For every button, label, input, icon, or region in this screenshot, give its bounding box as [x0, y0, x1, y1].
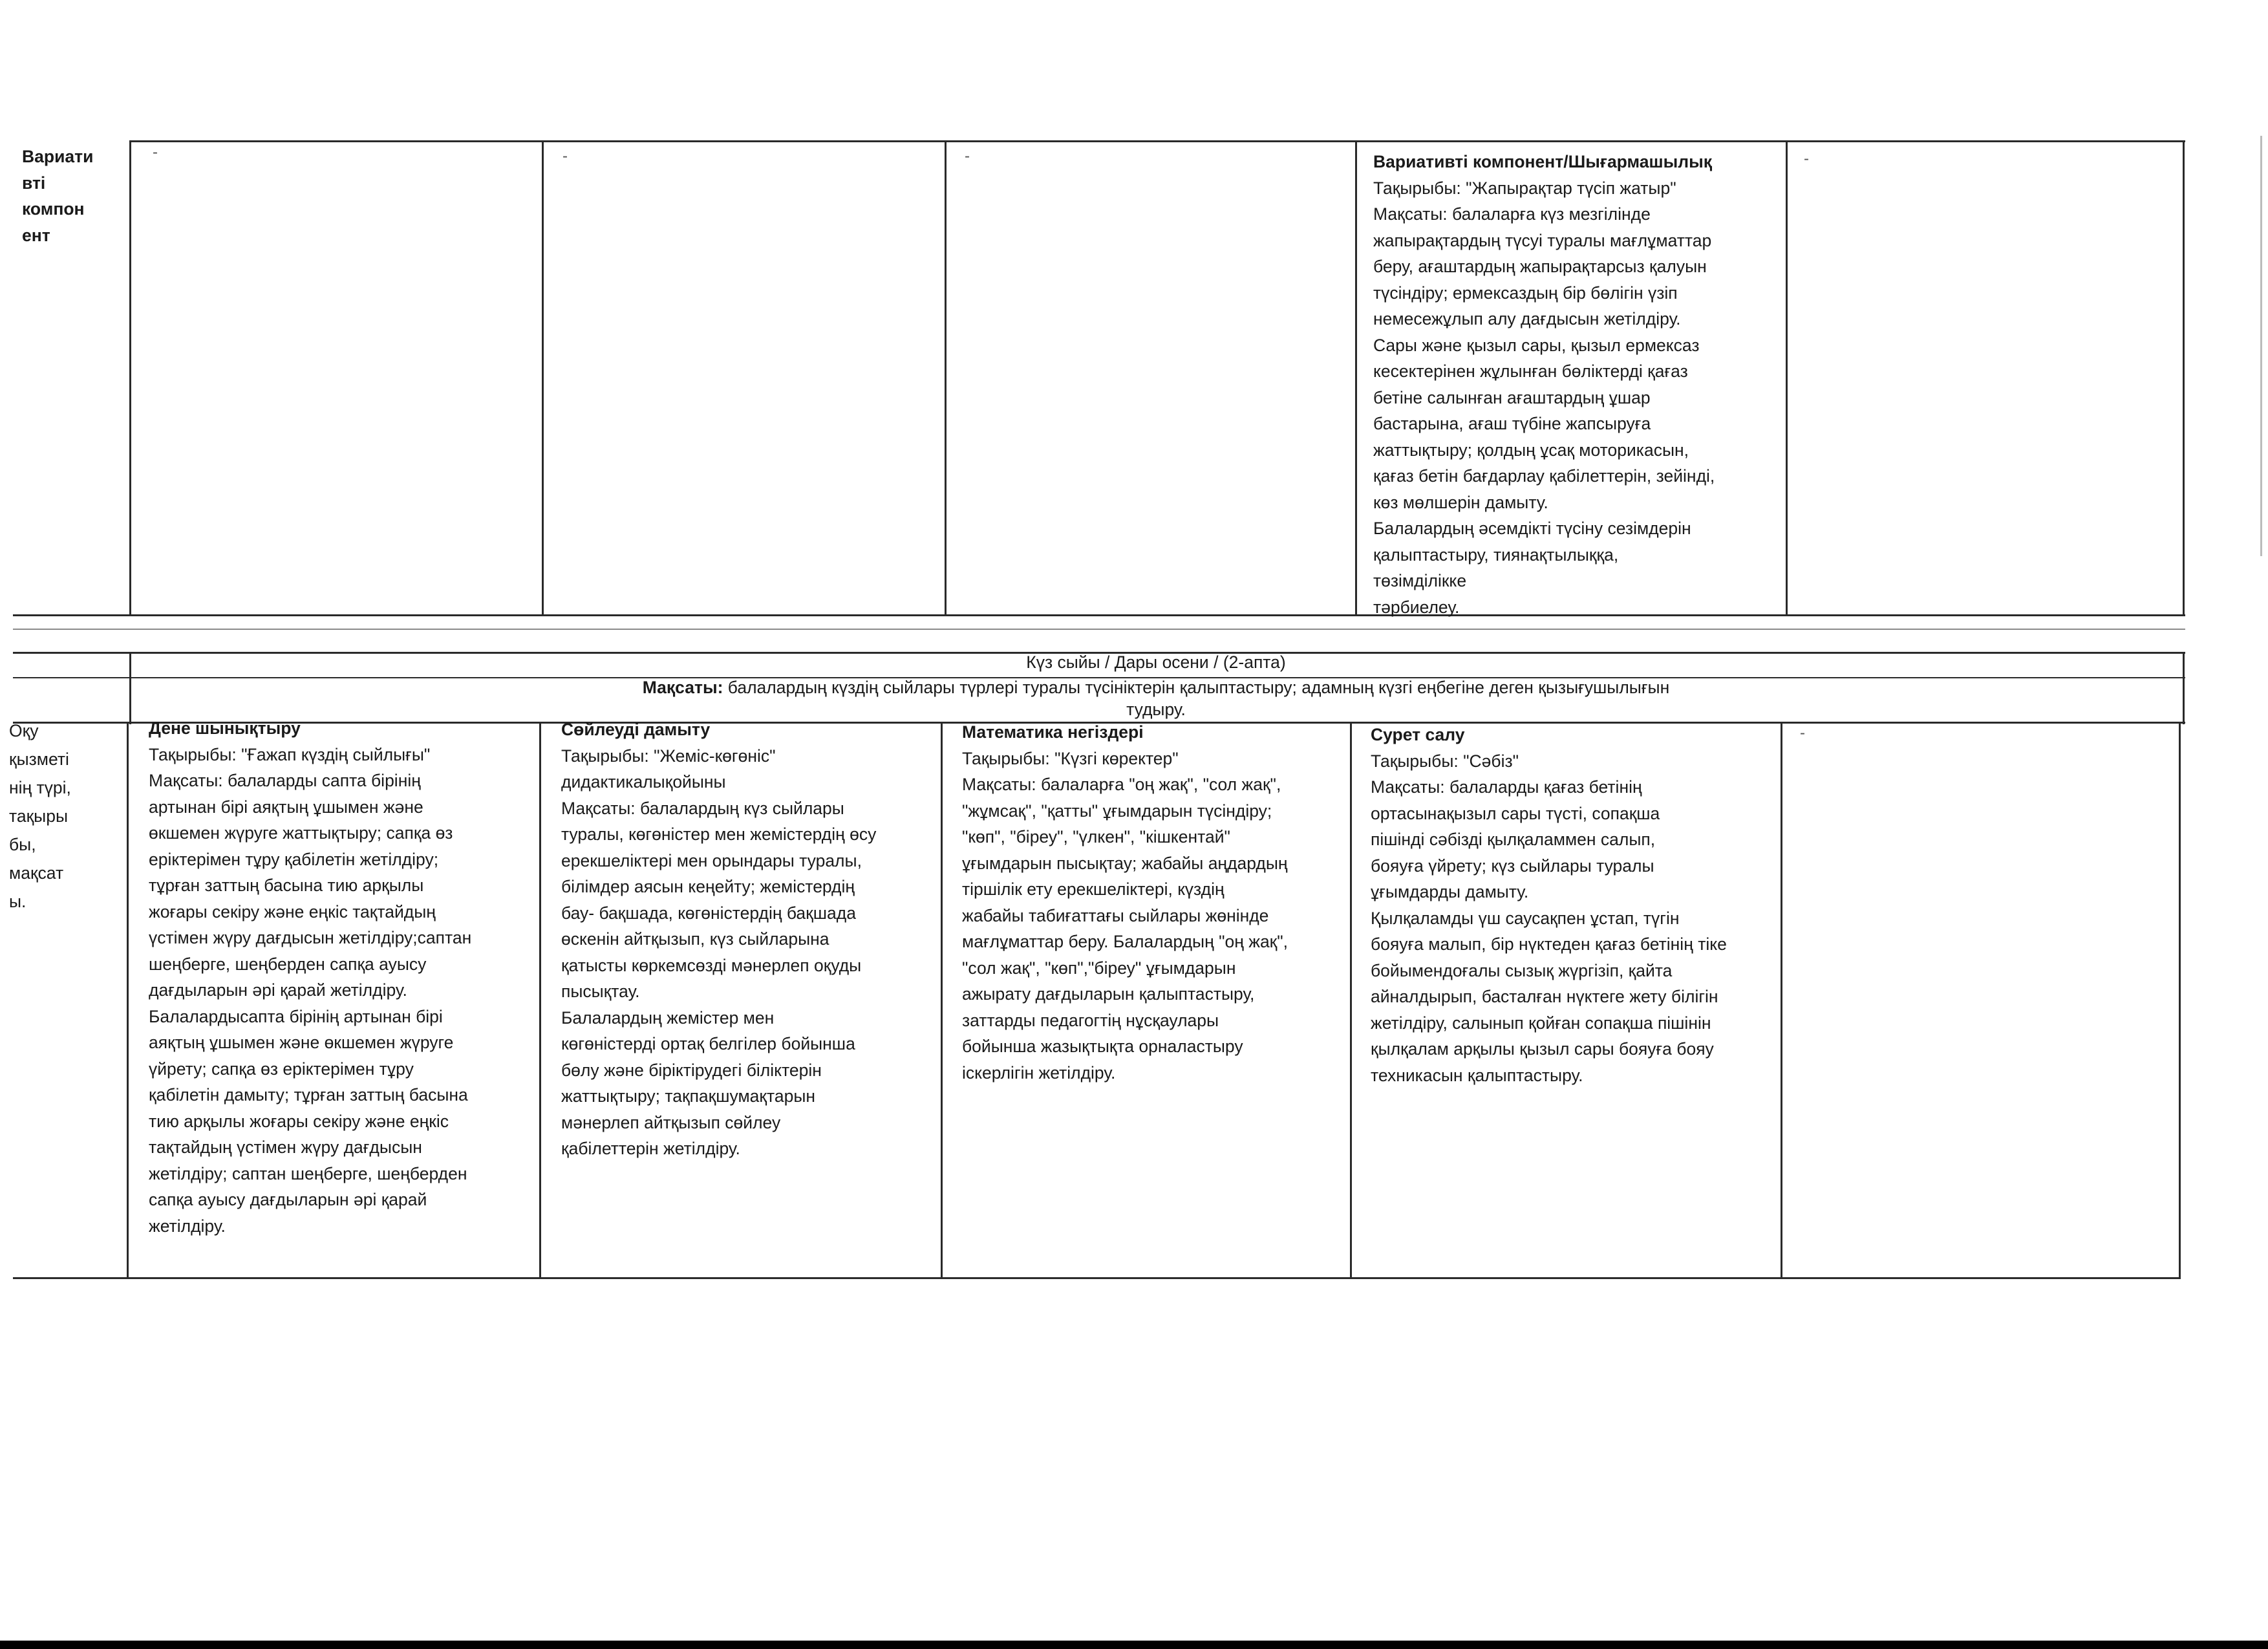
lower-col-divider-1	[127, 722, 129, 1279]
upper-col-divider-2	[542, 140, 544, 616]
lower-col3-cell: Математика негіздері Тақырыбы: "Күзгі көректер" Мақсаты: балаларға "оң жақ", "сол жақ", "жұмсақ", "қатты" ұғымдарын түсіндіру; "көп", "біреу", "үлкен", "кішкентай" ұғымдарын пысықтау; жабайы аңдардың тіршілік ету ерекшеліктері, күздің жабайы табиғаттағы сыйлары жөнінде мағлұматтар беру. Балалардың "оң жақ", "сол жақ", "көп","біреу" ұғымдарын ажырату дағдыларын қалыптастыру, заттарды педагогтің нұсқаулары бойынша жазықтықта орналастыру іскерлігін жетілдіру.	[962, 719, 1349, 1086]
week-goal-text-1: балалардың күздің сыйлары түрлері туралы түсініктерін қалыптастыру; адамның күзгі еңбегіне деген қызығушылығын	[723, 678, 1670, 697]
upper-col5-dash: -	[1804, 150, 1809, 167]
upper-top-border	[129, 140, 2185, 142]
upper-col4-cell: Вариативті компонент/Шығармашылық Тақырыбы: "Жапырақтар түсіп жатыр" Мақсаты: балаларға күз мезгілінде жапырақтардың түсуі туралы мағлұматтар беру, ағаштардың жапырақтарсыз қалуын түсіндіру; ермексаздың бір бөлігін үзіп немесежұлып алу дағдысын жетілдіру. Сары және қызыл сары, қызыл ермексаз кесектерінен жұлынған бөліктерді қағаз бетіне салынған ағаштардың ұшар бастарына, ағаш түбіне жапсыруға жаттықтыру; қолдың ұсақ моторикасын, қағаз бетін бағдарлау қабілеттерін, зейінді, көз мөлшерін дамыту. Балалардың әсемдікті түсіну сезімдерін қалыптастыру, тиянақтылыққа, төзімділікке тәрбиелеу.	[1373, 149, 1787, 620]
upper-col2-dash: -	[562, 147, 568, 165]
upper-col-divider-3	[945, 140, 947, 616]
lower-col-divider-4	[1350, 722, 1352, 1279]
lower-col4-heading: Сурет салу	[1371, 725, 1465, 744]
upper-col3-dash: -	[965, 147, 970, 165]
lower-col2-heading: Сөйлеуді дамыту	[561, 720, 711, 739]
lower-col1-cell: Дене шынықтыру Тақырыбы: "Ғажап күздің сыйлығы" Мақсаты: балаларды сапта бірінің артынан бірі аяқтың ұшымен және өкшемен жүруге жаттықтыру; сапқа өз еріктерімен тұру қабілетін жетілдіру; тұрған заттың басына тию арқылы жоғары секіру және еңкіс тақтайдың үстімен жүру дағдысын жетілдіру;саптан шеңберге, шеңберден сапқа ауысу дағдыларын әрі қарай жетілдіру. Балалардысапта бірінің артынан бірі аяқтың ұшымен және өкшемен жүруге үйрету; сапқа өз еріктерімен тұру қабілетін дамыту; тұрған заттың басына тию арқылы жоғары секіру және еңкіс тақтайдың үстімен жүру дағдысын жетілдіру; саптан шеңберге, шеңберден сапқа ауысу дағдыларын әрі қарай жетілдіру.	[149, 715, 537, 1239]
scan-edge-mark	[2260, 136, 2262, 556]
week-goal	[129, 676, 2183, 720]
upper-bottom-border	[13, 614, 2185, 616]
lower-col-divider-2	[539, 722, 541, 1279]
banner-top-line	[13, 629, 2185, 630]
scan-bottom-bar	[0, 1641, 2268, 1649]
lower-col1-heading: Дене шынықтыру	[149, 718, 301, 738]
lower-col3-heading: Математика негіздері	[962, 722, 1144, 742]
upper-col1-dash: -	[153, 144, 158, 161]
week-title: Күз сыйы / Дары осени / (2-апта)	[1026, 652, 1286, 672]
lower-col4-cell: Сурет салу Тақырыбы: "Сәбіз" Мақсаты: балаларды қағаз бетінің ортасынақызыл сары түсті, сопақша пішінді сәбізді қылқаламмен салып, бояуға үйрету; күз сыйлары туралы ұғымдарды дамыту. Қылқаламды үш саусақпен ұстап, түгін бояуға малып, бір нүктеден қағаз бетінің тіке бойымендоғалы сызық жүргізіп, қайта айналдырып, басталған нүктеге жету білігін жетілдіру, салынып қойған сопақша пішінін қылқалам арқылы қызыл сары бояуға бояу техникасын қалыптастыру.	[1371, 722, 1784, 1088]
upper-col-divider-1	[129, 140, 131, 616]
upper-col-divider-4	[1355, 140, 1357, 616]
week-goal-text-2: тудыру.	[1126, 700, 1186, 719]
lower-col5-dash: -	[1800, 724, 1805, 742]
lower-bottom-border	[13, 1277, 2181, 1279]
banner-right-border	[2183, 652, 2185, 724]
lower-col2-cell: Сөйлеуді дамыту Тақырыбы: "Жеміс-көгөніс" дидактикалықойыны Мақсаты: балалардың күз сыйлары туралы, көгөністер мен жемістердің өсу ерекшеліктері мен орындары туралы, білімдер аясын кеңейту; жемістердің бау- бақшада, көгөністердің бақшада өскенін айтқызып, күз сыйларына қатысты көркемсөзді мәнерлеп оқуды пысықтау. Балалардың жемістер мен көгөністерді ортақ белгілер бойынша бөлу және біріктірудегі біліктерін жаттықтыру; тақпақшумақтарын мәнерлеп айтқызып сөйлеу қабілеттерін жетілдіру.	[561, 717, 939, 1162]
upper-right-border	[2183, 140, 2185, 616]
lower-col-divider-3	[941, 722, 943, 1279]
lower-right-border	[2179, 722, 2181, 1279]
week-goal-label: Мақсаты:	[642, 678, 723, 697]
upper-col4-heading: Вариативті компонент/Шығармашылық	[1373, 152, 1712, 171]
upper-row-label: Вариати вті компон ент	[22, 147, 94, 245]
lower-row-label: Оқу қызметі нің түрі, тақыры бы, мақсат ы.	[9, 721, 71, 911]
